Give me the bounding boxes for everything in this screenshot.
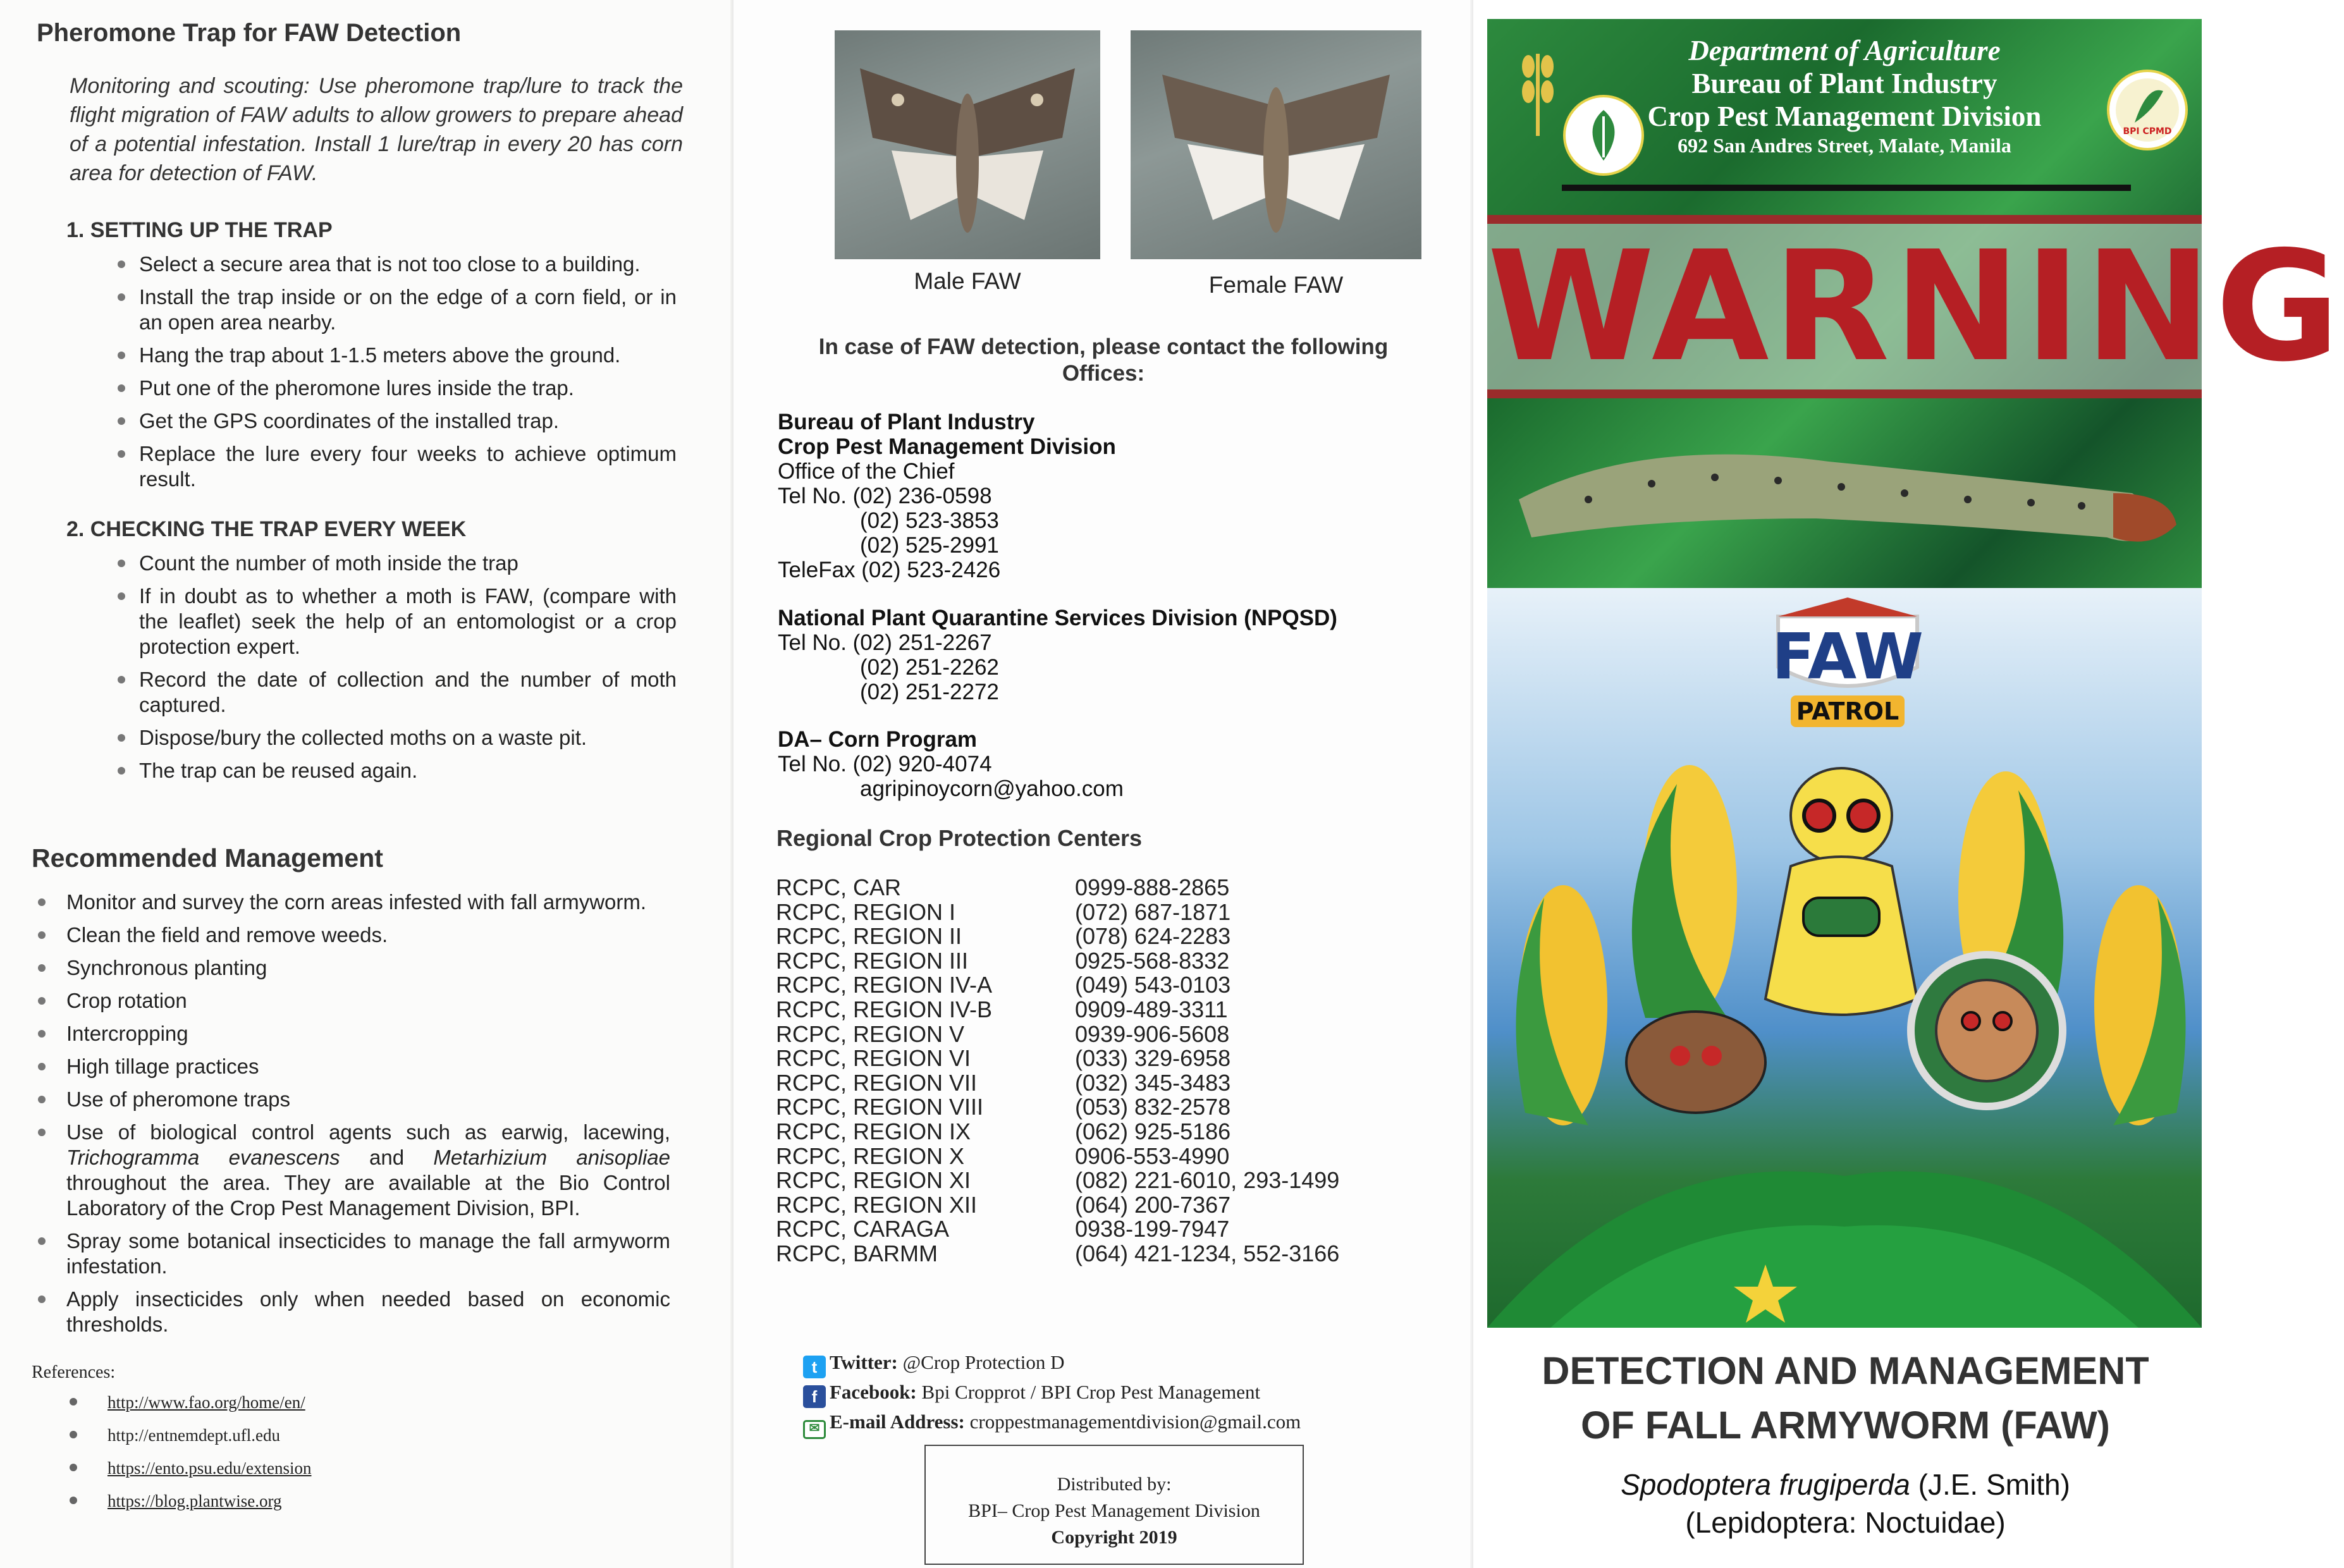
npqsd-office: [778, 606, 1337, 704]
list-item: Select a secure area that is not too close to a building.: [139, 252, 677, 277]
faw-badge-text: FAW: [1771, 620, 1924, 694]
office-name: Bureau of Plant Industry: [778, 410, 1035, 434]
division-name: Crop Pest Management Division: [1647, 101, 2042, 132]
table-row: RCPC, BARMM (064) 421-1234, 552-3166: [776, 1240, 1340, 1266]
corn-program-office: [778, 727, 1124, 801]
distributor-name: BPI– Crop Pest Management Division: [968, 1500, 1260, 1521]
rcpc-title: Regional Crop Protection Centers: [776, 825, 1143, 851]
cover-art: [1487, 19, 2344, 1328]
list-item: Clean the field and remove weeds.: [66, 922, 670, 948]
cover-title-line: OF FALL ARMYWORM (FAW): [1581, 1404, 2110, 1447]
warning-banner: [1487, 209, 2344, 417]
reference-link[interactable]: http://www.fao.org/home/en/: [107, 1393, 305, 1412]
left-panel: [0, 0, 733, 1568]
phone-number: Tel No. (02) 236-0598: [778, 484, 992, 508]
reference-item: [107, 1489, 702, 1513]
phone-number: (02) 523-3853: [860, 508, 999, 533]
social-links: [803, 1349, 1301, 1439]
moth-icon: [1131, 30, 1421, 259]
department-header: [1487, 34, 2202, 158]
email-line[interactable]: ✉ E-mail Address: croppestmanagementdivision@gmail.com: [803, 1408, 1301, 1439]
table-row: RCPC, REGION XII (064) 200-7367: [776, 1191, 1231, 1218]
male-moth-image: [835, 30, 1100, 259]
male-moth-card: [835, 30, 1100, 295]
warning-text: WARNING: [1487, 218, 2344, 395]
list-item: Dispose/bury the collected moths on a waste pit.: [139, 725, 677, 750]
trap-section-title: Pheromone Trap for FAW Detection: [37, 19, 462, 47]
department-name: Department of Agriculture: [1688, 35, 2001, 66]
management-list: [32, 890, 702, 1337]
list-item: Hang the trap about 1-1.5 meters above the ground.: [139, 343, 677, 368]
list-item: If in doubt as to whether a moth is FAW, (compare with the leaflet) seek the help of an entomologist or a crop protection expert.: [139, 584, 677, 658]
female-moth-card: [1131, 30, 1421, 298]
table-row: RCPC, REGION IX (062) 925-5186: [776, 1118, 1231, 1144]
table-row: RCPC, REGION XI (082) 221-6010, 293-1499: [776, 1167, 1340, 1194]
list-item: Count the number of moth inside the trap: [139, 551, 677, 576]
moth-photos: [835, 30, 1467, 296]
list-item: Put one of the pheromone lures inside the trap.: [139, 376, 677, 401]
female-moth-image: [1131, 30, 1421, 259]
list-item: Synchronous planting: [66, 955, 670, 981]
male-moth-caption: Male FAW: [914, 268, 1021, 294]
distributed-label: Distributed by:: [1057, 1474, 1172, 1495]
scientific-name: [1473, 1466, 2218, 1541]
cpmd-logo-text: BPI CPMD: [2123, 126, 2172, 137]
cover-title: [1473, 1344, 2218, 1452]
table-row: RCPC, REGION III 0925-568-8332: [776, 947, 1230, 974]
table-row: RCPC, REGION VII (032) 345-3483: [776, 1069, 1231, 1096]
bureau-name: Bureau of Plant Industry: [1691, 68, 1997, 99]
phone-number: Tel No. (02) 251-2267: [778, 630, 992, 655]
copyright: Copyright 2019: [1051, 1527, 1177, 1548]
species-author: (J.E. Smith): [1918, 1468, 2070, 1501]
list-item: The trap can be reused again.: [139, 758, 677, 783]
phone-number: (02) 525-2991: [860, 533, 999, 558]
cover-panel: [1473, 0, 2344, 1568]
phone-number: Tel No. (02) 920-4074: [778, 752, 992, 776]
address: 692 San Andres Street, Malate, Manila: [1678, 134, 2011, 157]
table-row: RCPC, REGION IV-A (049) 543-0103: [776, 972, 1231, 998]
rcpc-table: [776, 876, 1339, 1266]
list-item: Install the trap inside or on the edge of a corn field, or in an open area nearby.: [139, 285, 677, 334]
twitter-line[interactable]: t Twitter: @Crop Protection D: [803, 1349, 1301, 1378]
references-title: References:: [32, 1363, 116, 1382]
facebook-line[interactable]: f Facebook: Bpi Cropprot / BPI Crop Pest Management: [803, 1378, 1301, 1408]
phone-number: (02) 251-2262: [860, 655, 999, 680]
list-item: Record the date of collection and the number of moth captured.: [139, 668, 677, 716]
list-item: Get the GPS coordinates of the installed trap.: [139, 408, 677, 434]
order-family: (Lepidoptera: Noctuidae): [1685, 1506, 2006, 1539]
envelope-icon: ✉: [803, 1420, 826, 1439]
facebook-icon: f: [803, 1385, 826, 1408]
trap-intro-text: Monitoring and scouting: Use pheromone trap/lure to track the flight migration of FAW adults to allow growers to prepare ahead of a potential infestation. Install 1 lure/trap in every 20 has corn area for detection of FAW.: [70, 74, 683, 185]
table-row: RCPC, CAR 0999-888-2865: [776, 874, 1230, 900]
office-subtitle: Office of the Chief: [778, 459, 955, 484]
middle-panel: [733, 0, 1473, 1568]
list-item: Monitor and survey the corn areas infested with fall armyworm.: [66, 890, 670, 915]
check-title: 2. CHECKING THE TRAP EVERY WEEK: [66, 517, 467, 541]
reference-item: [107, 1423, 702, 1447]
table-row: RCPC, REGION VIII (053) 832-2578: [776, 1094, 1231, 1120]
phone-number: (02) 251-2272: [860, 680, 999, 704]
setup-title: 1. SETTING UP THE TRAP: [66, 218, 333, 242]
table-row: RCPC, REGION II (078) 624-2283: [776, 923, 1231, 950]
patrol-badge-text: PATROL: [1791, 695, 1905, 727]
office-name: National Plant Quarantine Services Division (NPQSD): [778, 606, 1337, 630]
reference-text: http://entnemdept.ufl.edu: [107, 1426, 280, 1445]
list-item-biocontrol: Use of biological control agents such as earwig, lacewing, Trichogramma evanescens and Metarhizium anisopliae throughout the area. They are available at the Bio Control Laboratory of the Crop Pest Management Division, BPI.: [66, 1120, 671, 1220]
list-item: Spray some botanical insecticides to manage the fall armyworm infestation.: [66, 1229, 670, 1278]
list-item: Use of pheromone traps: [66, 1087, 670, 1112]
reference-link[interactable]: https://ento.psu.edu/extension: [107, 1459, 312, 1478]
reference-link[interactable]: https://blog.plantwise.org: [107, 1491, 282, 1510]
bpi-office: [778, 410, 1116, 582]
list-item: Replace the lure every four weeks to achieve optimum result.: [139, 442, 677, 491]
twitter-icon: t: [803, 1356, 826, 1378]
moth-icon: [835, 30, 1100, 259]
header-rule: [1562, 185, 2131, 191]
telefax-number: TeleFax (02) 523-2426: [778, 558, 1001, 582]
caterpillar-image: [1513, 424, 2183, 556]
reference-item: [107, 1390, 702, 1414]
cover-title-line: DETECTION AND MANAGEMENT: [1542, 1349, 2149, 1392]
list-item: High tillage practices: [66, 1054, 670, 1079]
setup-list: [32, 252, 702, 492]
table-row: RCPC, REGION V 0939-906-5608: [776, 1020, 1230, 1047]
distributed-by-box: [924, 1445, 1304, 1565]
list-item: Intercropping: [66, 1021, 670, 1046]
office-division: Crop Pest Management Division: [778, 434, 1116, 459]
list-item: Crop rotation: [66, 988, 670, 1014]
reference-item: [107, 1456, 702, 1480]
list-item: Apply insecticides only when needed based on economic thresholds.: [66, 1287, 670, 1336]
table-row: RCPC, CARAGA 0938-199-7947: [776, 1216, 1230, 1242]
contact-heading: In case of FAW detection, please contact the following Offices:: [818, 334, 1389, 386]
faw-patrol-badge: [1753, 616, 1942, 737]
table-row: RCPC, REGION X 0906-553-4990: [776, 1142, 1230, 1169]
table-row: RCPC, REGION VI (033) 329-6958: [776, 1045, 1231, 1072]
cover-illustration: [1487, 588, 2202, 1328]
management-title: Recommended Management: [32, 843, 383, 873]
female-moth-caption: Female FAW: [1208, 272, 1344, 298]
table-row: RCPC, REGION I (072) 687-1871: [776, 898, 1231, 925]
email-address[interactable]: agripinoycorn@yahoo.com: [860, 776, 1124, 801]
table-row: RCPC, REGION IV-B 0909-489-3311: [776, 996, 1228, 1022]
references-list: [32, 1390, 702, 1513]
office-name: DA– Corn Program: [778, 727, 978, 752]
check-list: [32, 551, 702, 783]
species-name: Spodoptera frugiperda: [1621, 1468, 1910, 1501]
mascot-illustration: [1487, 733, 2202, 1328]
